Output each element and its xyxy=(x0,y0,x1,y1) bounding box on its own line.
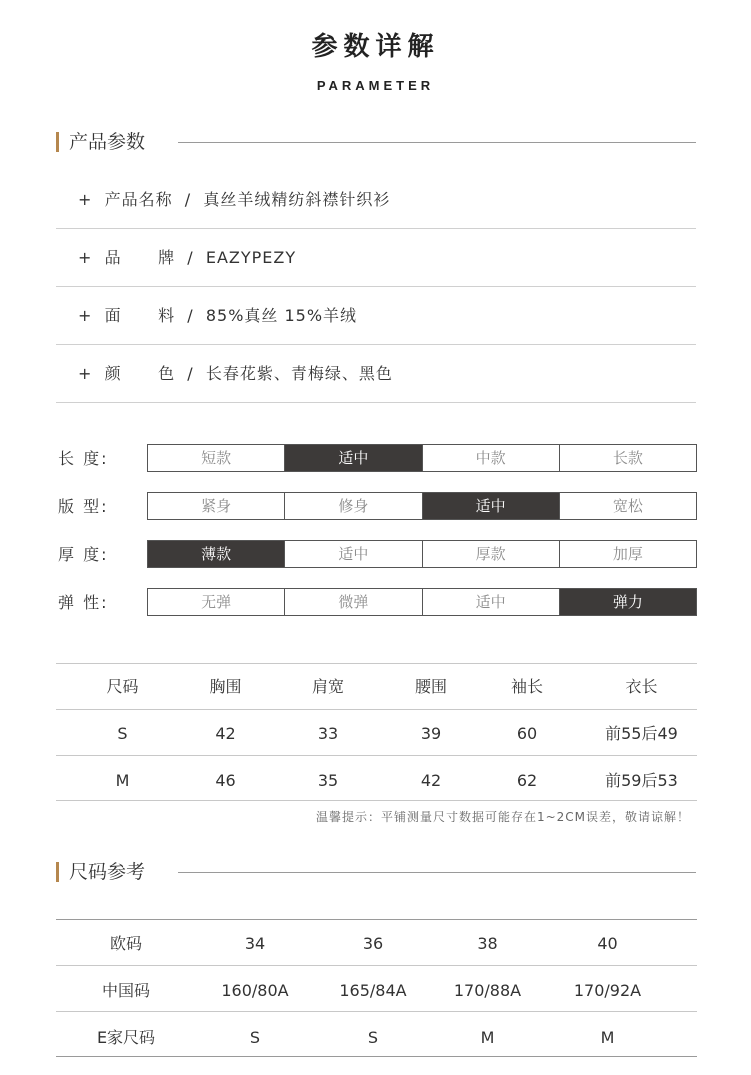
scale-option: 短款 xyxy=(201,449,232,467)
table-header-cell: 袖长 xyxy=(510,677,543,696)
table-cell: 165/84A xyxy=(339,981,407,1000)
table-cell: 前59后53 xyxy=(605,771,678,790)
table-header-cell: 衣长 xyxy=(625,677,658,696)
table-header-cell: 腰围 xyxy=(414,677,447,696)
table-cell: M xyxy=(600,1028,615,1047)
section-title: 尺码参考 xyxy=(69,861,146,883)
scale-options xyxy=(147,492,697,520)
table-cell: 62 xyxy=(516,771,538,790)
scale-option: 适中 xyxy=(284,541,421,567)
scale-label: 弹 性: xyxy=(58,593,109,612)
divider xyxy=(178,872,696,873)
table-cell: 170/92A xyxy=(573,981,642,1000)
scale-options xyxy=(147,588,697,616)
product-name-text: + 产品名称 / 真丝羊绒精纺斜襟针织衫 xyxy=(78,190,391,209)
table-cell: 38 xyxy=(477,934,498,953)
reference-section-heading xyxy=(56,860,696,884)
table-cell: 46 xyxy=(215,771,236,790)
size-reference-table xyxy=(56,919,697,1057)
scale-option: 修身 xyxy=(284,493,421,519)
fit-scale xyxy=(58,492,698,520)
table-row xyxy=(56,710,697,756)
table-cell: 160/80A xyxy=(221,981,289,1000)
accent-bar xyxy=(56,862,59,882)
table-row-label: 中国码 xyxy=(101,981,150,1000)
page-subtitle: PARAMETER xyxy=(316,78,435,93)
table-row xyxy=(56,920,697,966)
elasticity-scale xyxy=(58,588,698,616)
table-cell: 42 xyxy=(420,771,442,790)
table-cell: 36 xyxy=(362,934,384,953)
product-name-row xyxy=(56,170,696,229)
scale-label: 厚 度: xyxy=(58,545,109,564)
measurement-note: 温馨提示：平铺测量尺寸数据可能存在1~2CM误差，敬请谅解！ xyxy=(315,810,690,824)
table-cell: 60 xyxy=(516,724,538,743)
scale-options xyxy=(147,540,697,568)
scale-option: 微弹 xyxy=(284,589,421,615)
thickness-scale xyxy=(58,540,698,568)
table-cell: 39 xyxy=(420,724,442,743)
table-row xyxy=(56,1012,697,1057)
length-scale xyxy=(58,444,698,472)
scale-options xyxy=(147,444,697,472)
accent-bar xyxy=(56,132,59,152)
scale-option: 厚款 xyxy=(422,541,559,567)
table-cell: S xyxy=(249,1028,261,1047)
table-header-cell: 胸围 xyxy=(209,677,242,696)
section-title: 产品参数 xyxy=(69,131,146,153)
table-row-label: 欧码 xyxy=(109,934,142,953)
scale-option: 弹力 xyxy=(559,589,696,615)
scale-option: 适中 xyxy=(422,493,559,519)
scale-option: 中款 xyxy=(422,445,559,471)
table-cell: 33 xyxy=(317,724,339,743)
fabric-text: + 面 料 / 85%真丝 15%羊绒 xyxy=(78,306,358,325)
table-cell: M xyxy=(480,1028,495,1047)
scale-option: 加厚 xyxy=(559,541,696,567)
brand-row xyxy=(56,228,696,287)
scale-label: 长 度: xyxy=(58,449,109,468)
table-header-row xyxy=(56,664,697,710)
product-section-heading xyxy=(56,130,696,154)
table-cell: S xyxy=(367,1028,379,1047)
table-cell: S xyxy=(117,724,128,743)
table-row-label: E家尺码 xyxy=(96,1028,156,1047)
color-row xyxy=(56,344,696,403)
scale-option: 薄款 xyxy=(148,541,284,567)
scale-option: 适中 xyxy=(284,445,421,471)
scale-option: 无弹 xyxy=(201,593,232,611)
scale-option: 适中 xyxy=(422,589,559,615)
page-title: 参数详解 xyxy=(311,32,440,62)
table-cell: 40 xyxy=(597,934,618,953)
table-cell: 42 xyxy=(215,724,236,743)
table-cell: 34 xyxy=(244,934,266,953)
scale-label: 版 型: xyxy=(58,497,109,516)
fabric-row xyxy=(56,286,696,345)
scale-option: 长款 xyxy=(559,445,696,471)
size-table xyxy=(56,663,697,801)
scale-option: 宽松 xyxy=(559,493,696,519)
table-cell: M xyxy=(115,771,130,790)
table-cell: 前55后49 xyxy=(605,724,678,743)
scale-option: 紧身 xyxy=(201,497,232,515)
brand-text: + 品 牌 / EAZYPEZY xyxy=(78,248,297,267)
table-row xyxy=(56,756,697,801)
color-text: + 颜 色 / 长春花紫、青梅绿、黑色 xyxy=(78,364,393,383)
table-cell: 170/88A xyxy=(453,981,522,1000)
table-row xyxy=(56,966,697,1012)
table-header-cell: 肩宽 xyxy=(311,677,344,696)
table-header-cell: 尺码 xyxy=(106,677,139,696)
divider xyxy=(178,142,696,143)
table-cell: 35 xyxy=(317,771,339,790)
